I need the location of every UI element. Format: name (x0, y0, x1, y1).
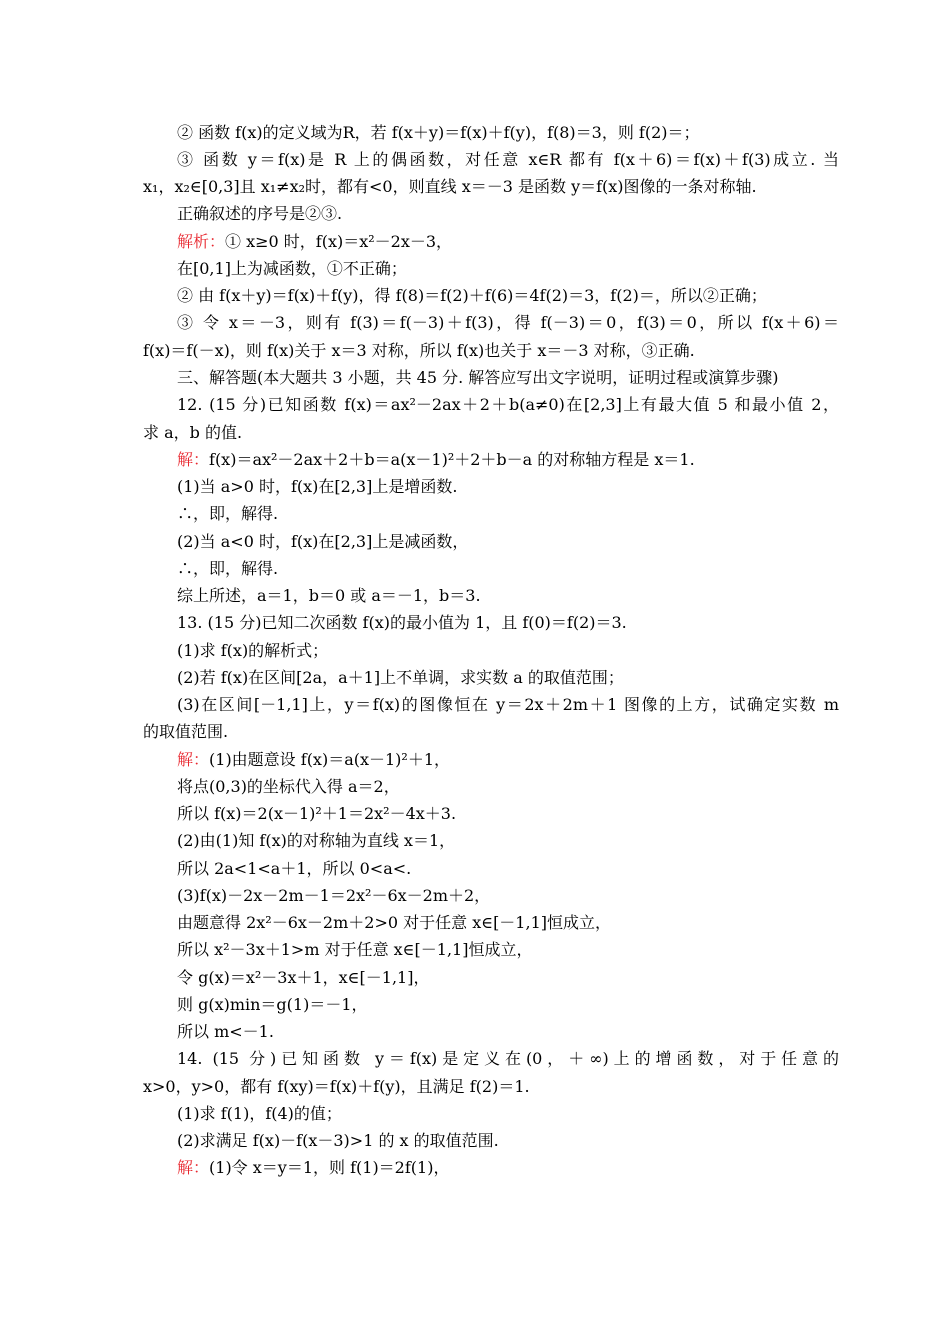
text-line: 则 g(x)min＝g(1)＝－1， (177, 995, 368, 1014)
question-13: 13. (15 分)已知二次函数 f(x)的最小值为 1，且 f(0)＝f(2)＝3. (177, 613, 627, 632)
solution-line: 解：f(x)＝ax²－2ax＋2＋b＝a(x－1)²＋2＋b－a 的对称轴方程是 x＝1. (177, 450, 695, 469)
text-line: x₁，x₂∈[0,3]且 x₁≠x₂时，都有<0，则直线 x＝－3 是函数 y＝f(x)图像的一条对称轴. (143, 177, 757, 196)
solution-label: 解： (177, 750, 210, 769)
text-line: 所以 m<－1. (177, 1022, 274, 1041)
text-line: 所以 x²－3x＋1>m 对于任意 x∈[－1,1]恒成立， (177, 940, 533, 959)
text-line: (3)在区间[－1,1]上，y＝f(x)的图像恒在 y＝2x＋2m＋1 图像的上方，试确定实数 m (177, 695, 839, 714)
text-line: 求 a，b 的值. (143, 423, 243, 442)
text-line: (1)求 f(x)的解析式； (177, 641, 329, 660)
text-line: ③ 函数 y＝f(x)是 R 上的偶函数，对任意 x∈R 都有 f(x＋6)＝f(x)＋f(3)成立. 当 (177, 150, 839, 169)
text-line: ② 函数 f(x)的定义域为R，若 f(x＋y)＝f(x)＋f(y)，f(8)＝3，则 f(2)＝； (177, 123, 700, 142)
text-line: (2)当 a<0 时，f(x)在[2,3]上是减函数， (177, 532, 469, 551)
text-line: 将点(0,3)的坐标代入得 a＝2， (177, 777, 400, 796)
text-line: ② 由 f(x＋y)＝f(x)＋f(y)，得 f(8)＝f(2)＋f(6)＝4f(2)＝3，f(2)＝，所以②正确； (177, 286, 767, 305)
text-line: ③ 令 x＝－3，则有 f(3)＝f(－3)＋f(3)，得 f(－3)＝0，f(3)＝0，所以 f(x＋6)＝ (177, 313, 839, 332)
text-line: (1)求 f(1)，f(4)的值； (177, 1104, 342, 1123)
text-line: (2)若 f(x)在区间[2a，a＋1]上不单调，求实数 a 的取值范围； (177, 668, 624, 687)
answer-line: 正确叙述的序号是②③. (177, 204, 343, 223)
text-line: f(x)＝f(－x)，则 f(x)关于 x＝3 对称，所以 f(x)也关于 x＝－3 对称，③正确. (143, 341, 695, 360)
text-line: (3)f(x)－2x－2m－1＝2x²－6x－2m＋2， (177, 886, 491, 905)
text-line: 令 g(x)＝x²－3x＋1，x∈[－1,1]， (177, 968, 430, 987)
text-line: 的取值范围. (143, 722, 229, 741)
text-line: 综上所述，a＝1，b＝0 或 a＝－1，b＝3. (177, 586, 481, 605)
text-line: (2)求满足 f(x)－f(x－3)>1 的 x 的取值范围. (177, 1131, 499, 1150)
text-line: 所以 2a<1<a＋1，所以 0<a<. (177, 859, 412, 878)
question-12: 12. (15 分)已知函数 f(x)＝ax²－2ax＋2＋b(a≠0)在[2,3]上有最大值 5 和最小值 2， (177, 395, 839, 414)
analysis-line: 解析：① x≥0 时，f(x)＝x²－2x－3， (177, 232, 453, 251)
analysis-label: 解析： (177, 232, 226, 251)
text-line: 在[0,1]上为减函数，①不正确； (177, 259, 407, 278)
text-line: 由题意得 2x²－6x－2m＋2>0 对于任意 x∈[－1,1]恒成立， (177, 913, 611, 932)
text-line: (1)当 a>0 时，f(x)在[2,3]上是增函数. (177, 477, 458, 496)
text-line: ∴，即，解得. (177, 504, 279, 523)
solution-line: 解：(1)由题意设 f(x)＝a(x－1)²＋1， (177, 750, 451, 769)
section-heading: 三、解答题(本大题共 3 小题，共 45 分. 解答应写出文字说明，证明过程或演算步骤) (177, 368, 779, 387)
solution-label: 解： (177, 450, 210, 469)
question-14: 14. (15 分)已知函数 y＝f(x)是定义在(0，＋∞)上的增函数，对于任意的 (177, 1049, 839, 1068)
solution-label: 解： (177, 1158, 210, 1177)
solution-line: 解：(1)令 x＝y＝1，则 f(1)＝2f(1)， (177, 1158, 450, 1177)
text-line: 所以 f(x)＝2(x－1)²＋1＝2x²－4x＋3. (177, 804, 457, 823)
text-line: ∴，即，解得. (177, 559, 279, 578)
text-line: x>0，y>0，都有 f(xy)＝f(x)＋f(y)，且满足 f(2)＝1. (143, 1077, 530, 1096)
text-line: (2)由(1)知 f(x)的对称轴为直线 x＝1， (177, 831, 456, 850)
